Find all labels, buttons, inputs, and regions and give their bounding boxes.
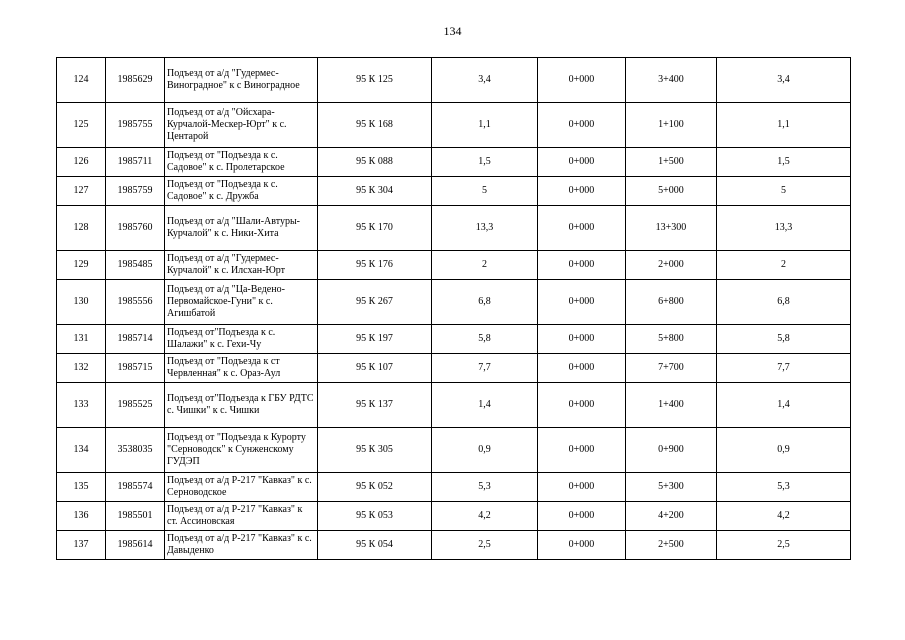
row-number-cell: 126 [57,148,106,177]
road-index-cell: 95 К 305 [318,428,432,473]
start-km-cell: 0+000 [538,383,626,428]
length-cell: 13,3 [432,206,538,251]
total-length-cell: 5 [717,177,851,206]
total-length-cell: 3,4 [717,58,851,103]
total-length-cell: 1,4 [717,383,851,428]
road-index-cell: 95 К 053 [318,502,432,531]
length-cell: 3,4 [432,58,538,103]
road-name-cell: Подъезд от "Подъезда к Курорту "Серноводск" к Сунженскому ГУДЭП [165,428,318,473]
table-row [57,531,851,560]
total-length-cell: 1,1 [717,103,851,148]
row-number-cell: 137 [57,531,106,560]
start-km-cell: 0+000 [538,473,626,502]
roads-table [56,57,851,560]
length-cell: 5 [432,177,538,206]
length-cell: 2 [432,251,538,280]
road-name-cell: Подъезд от "Подъезда к ст Червленная" к с. Ораз-Аул [165,354,318,383]
row-number-cell: 134 [57,428,106,473]
road-code-cell: 1985614 [106,531,165,560]
total-length-cell: 0,9 [717,428,851,473]
start-km-cell: 0+000 [538,177,626,206]
road-index-cell: 95 К 137 [318,383,432,428]
total-length-cell: 7,7 [717,354,851,383]
road-index-cell: 95 К 170 [318,206,432,251]
length-cell: 1,5 [432,148,538,177]
length-cell: 4,2 [432,502,538,531]
start-km-cell: 0+000 [538,206,626,251]
row-number-cell: 131 [57,325,106,354]
end-km-cell: 5+000 [626,177,717,206]
start-km-cell: 0+000 [538,428,626,473]
start-km-cell: 0+000 [538,58,626,103]
end-km-cell: 5+300 [626,473,717,502]
road-code-cell: 1985711 [106,148,165,177]
road-index-cell: 95 К 267 [318,280,432,325]
table-body [57,58,851,560]
end-km-cell: 1+100 [626,103,717,148]
road-index-cell: 95 К 088 [318,148,432,177]
row-number-cell: 125 [57,103,106,148]
road-code-cell: 1985485 [106,251,165,280]
road-index-cell: 95 К 052 [318,473,432,502]
road-index-cell: 95 К 054 [318,531,432,560]
length-cell: 6,8 [432,280,538,325]
end-km-cell: 1+400 [626,383,717,428]
table-row [57,428,851,473]
end-km-cell: 3+400 [626,58,717,103]
page-number: 134 [443,24,462,38]
row-number-cell: 129 [57,251,106,280]
road-code-cell: 3538035 [106,428,165,473]
start-km-cell: 0+000 [538,103,626,148]
road-name-cell: Подъезд от"Подъезда к ГБУ РДТС с. Чишки" к с. Чишки [165,383,318,428]
row-number-cell: 127 [57,177,106,206]
table-row [57,177,851,206]
road-code-cell: 1985714 [106,325,165,354]
length-cell: 5,8 [432,325,538,354]
table-row [57,325,851,354]
end-km-cell: 1+500 [626,148,717,177]
road-index-cell: 95 К 125 [318,58,432,103]
road-name-cell: Подъезд от а/д "Шали-Автуры-Курчалой" к с. Ники-Хита [165,206,318,251]
start-km-cell: 0+000 [538,531,626,560]
total-length-cell: 1,5 [717,148,851,177]
end-km-cell: 2+000 [626,251,717,280]
table-row [57,206,851,251]
length-cell: 1,4 [432,383,538,428]
table-row [57,251,851,280]
row-number-cell: 128 [57,206,106,251]
length-cell: 0,9 [432,428,538,473]
end-km-cell: 6+800 [626,280,717,325]
road-index-cell: 95 К 168 [318,103,432,148]
road-index-cell: 95 К 107 [318,354,432,383]
road-index-cell: 95 К 176 [318,251,432,280]
road-code-cell: 1985574 [106,473,165,502]
road-name-cell: Подъезд от а/д "Гудермес-Курчалой" к с. Илсхан-Юрт [165,251,318,280]
road-name-cell: Подъезд от "Подъезда к с. Садовое" к с. Пролетарское [165,148,318,177]
start-km-cell: 0+000 [538,354,626,383]
total-length-cell: 6,8 [717,280,851,325]
table-row [57,502,851,531]
row-number-cell: 136 [57,502,106,531]
table-row [57,383,851,428]
road-code-cell: 1985501 [106,502,165,531]
road-name-cell: Подъезд от "Подъезда к с. Садовое" к с. Дружба [165,177,318,206]
table-row [57,148,851,177]
road-code-cell: 1985760 [106,206,165,251]
length-cell: 7,7 [432,354,538,383]
end-km-cell: 7+700 [626,354,717,383]
road-name-cell: Подъезд от а/д Р-217 "Кавказ" к ст. Ассиновская [165,502,318,531]
total-length-cell: 5,3 [717,473,851,502]
start-km-cell: 0+000 [538,148,626,177]
length-cell: 5,3 [432,473,538,502]
end-km-cell: 2+500 [626,531,717,560]
end-km-cell: 13+300 [626,206,717,251]
road-name-cell: Подъезд от а/д Р-217 "Кавказ" к с. Серноводское [165,473,318,502]
start-km-cell: 0+000 [538,280,626,325]
table-row [57,354,851,383]
road-code-cell: 1985556 [106,280,165,325]
road-index-cell: 95 К 197 [318,325,432,354]
start-km-cell: 0+000 [538,502,626,531]
row-number-cell: 130 [57,280,106,325]
row-number-cell: 124 [57,58,106,103]
table-row [57,103,851,148]
length-cell: 2,5 [432,531,538,560]
row-number-cell: 133 [57,383,106,428]
start-km-cell: 0+000 [538,325,626,354]
length-cell: 1,1 [432,103,538,148]
start-km-cell: 0+000 [538,251,626,280]
end-km-cell: 4+200 [626,502,717,531]
road-name-cell: Подъезд от"Подъезда к с. Шалажи" к с. Гехи-Чу [165,325,318,354]
total-length-cell: 2,5 [717,531,851,560]
road-name-cell: Подъезд от а/д Р-217 "Кавказ" к с. Давыденко [165,531,318,560]
road-name-cell: Подъезд от а/д "Ца-Ведено-Первомайское-Гуни" к с. Агишбатой [165,280,318,325]
row-number-cell: 135 [57,473,106,502]
road-code-cell: 1985629 [106,58,165,103]
road-code-cell: 1985525 [106,383,165,428]
end-km-cell: 5+800 [626,325,717,354]
total-length-cell: 5,8 [717,325,851,354]
road-index-cell: 95 К 304 [318,177,432,206]
end-km-cell: 0+900 [626,428,717,473]
road-code-cell: 1985715 [106,354,165,383]
total-length-cell: 2 [717,251,851,280]
row-number-cell: 132 [57,354,106,383]
road-name-cell: Подъезд от а/д "Ойсхара-Курчалой-Мескер-Юрт" к с. Центарой [165,103,318,148]
total-length-cell: 13,3 [717,206,851,251]
table-row [57,58,851,103]
table-row [57,473,851,502]
total-length-cell: 4,2 [717,502,851,531]
table-row [57,280,851,325]
road-code-cell: 1985759 [106,177,165,206]
road-name-cell: Подъезд от а/д "Гудермес-Виноградное" к с Виноградное [165,58,318,103]
road-code-cell: 1985755 [106,103,165,148]
